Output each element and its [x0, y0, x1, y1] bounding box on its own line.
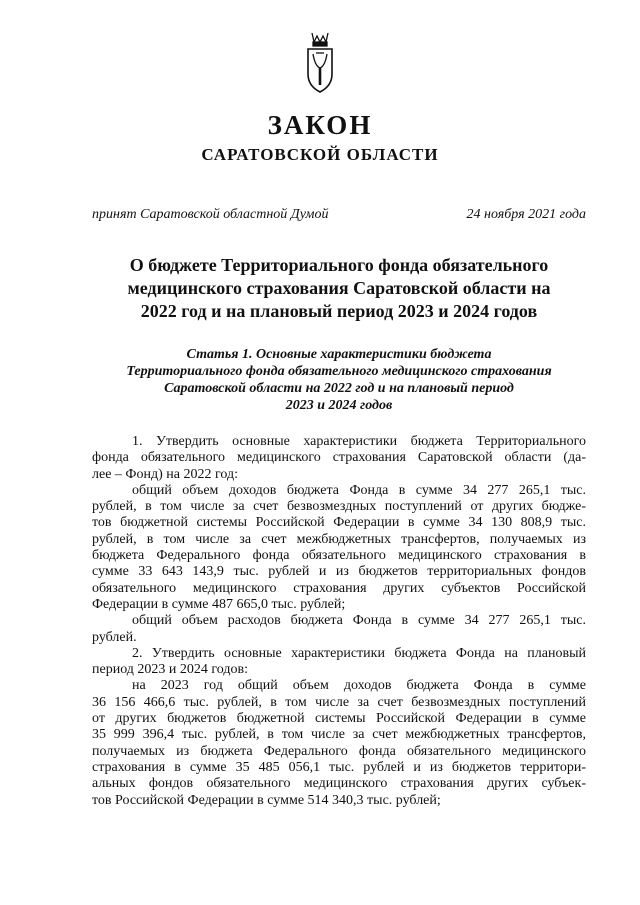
body-line: фонда обязательного медицинского страхования Саратовской области (да- — [92, 450, 586, 466]
body-line: получаемых из бюджета Федерального фонда обязательного медицинского — [92, 743, 586, 759]
body-line: рублей, в том числе за счет безвозмездных поступлений от других бюдже- — [92, 499, 586, 515]
body-line: 1. Утвердить основные характеристики бюджета Территориального — [132, 434, 586, 449]
article-title-line: 2023 и 2024 годов — [285, 398, 393, 413]
article-body — [92, 434, 586, 809]
body-line: 2. Утвердить основные характеристики бюджета Фонда на плановый — [132, 645, 586, 661]
article-title-line: Территориального фонда обязательного медицинского страхования — [126, 364, 552, 379]
law-name-line: О бюджете Территориального фонда обязательного — [129, 255, 549, 275]
body-line: альных фондов обязательного медицинского страхования других субъек- — [92, 776, 586, 792]
adoption-date: 24 ноября 2021 года — [466, 207, 586, 222]
body-line: от других бюджетов бюджетной системы Российской Федерации в сумме — [92, 711, 586, 727]
body-line: общий объем расходов бюджета Фонда в сумме 34 277 265,1 тыс. — [132, 613, 586, 629]
body-line: общий объем доходов бюджета Фонда в сумме 34 277 265,1 тыс. — [132, 482, 586, 498]
body-line: Федерации в сумме 487 665,0 тыс. рублей; — [92, 596, 346, 612]
body-line: 36 156 466,6 тыс. рублей, в том числе за счет безвозмездных поступлений — [92, 694, 586, 710]
body-line: лее – Фонд) на 2022 год: — [92, 466, 238, 482]
body-line: тов Российской Федерации в сумме 514 340,3 тыс. рублей; — [92, 792, 441, 808]
body-line: рублей. — [92, 629, 137, 645]
article-title-line: Саратовской области на 2022 год и на плановый период — [164, 381, 514, 396]
body-line: сумме 33 643 143,9 тыс. рублей и из бюджетов территориальных фондов — [92, 564, 586, 580]
article-title — [92, 346, 586, 414]
body-line: бюджета Федерального фонда обязательного медицинского страхования в — [92, 548, 586, 564]
adopted-by: принят Саратовской областной Думой — [92, 207, 329, 222]
body-line: рублей, в том числе за счет межбюджетных трансфертов, получаемых из — [92, 531, 586, 547]
body-line: 35 999 396,4 тыс. рублей, в том числе за счет межбюджетных трансфертов, — [92, 727, 586, 743]
law-name-line: медицинского страхования Саратовской области на — [127, 278, 551, 298]
article-title-line: Статья 1. Основные характеристики бюджета — [186, 347, 492, 362]
body-line: на 2023 год общий объем доходов бюджета Фонда в сумме — [132, 678, 586, 694]
law-title: ЗАКОН — [267, 110, 373, 140]
law-name-line: 2022 год и на плановый период 2023 и 2024 годов — [140, 301, 538, 321]
law-name — [92, 254, 586, 323]
body-line: период 2023 и 2024 годов: — [92, 662, 249, 678]
body-line: тов бюджетной системы Российской Федерации в сумме 34 130 808,9 тыс. — [92, 515, 586, 531]
body-line: обязательного медицинского страхования других субъектов Российской — [92, 580, 586, 596]
saratov-coat-of-arms-icon — [303, 30, 337, 94]
body-line: страхования в сумме 35 485 056,1 тыс. рублей и из бюджетов территори- — [92, 759, 586, 775]
region-name: САРАТОВСКОЙ ОБЛАСТИ — [201, 145, 439, 164]
